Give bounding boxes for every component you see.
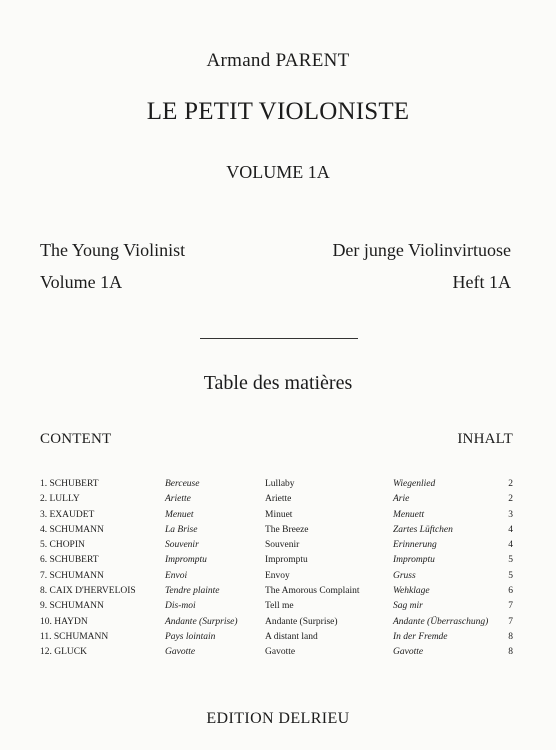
author-name: Armand PARENT (206, 50, 350, 71)
toc-german-title: Arie (393, 494, 410, 505)
toc-german-title: Wehklage (393, 586, 430, 597)
german-title: Der junge Violinvirtuose (332, 240, 511, 260)
toc-german-title: Erinnerung (393, 540, 437, 551)
toc-composer: 4. SCHUMANN (40, 524, 104, 535)
toc-heading: Table des matières (203, 372, 353, 394)
toc-english-title: A distant land (265, 631, 318, 642)
toc-english-title: Impromptu (265, 555, 308, 566)
toc-row (0, 645, 556, 660)
toc-row (0, 538, 556, 553)
toc-page-number: 3 (508, 509, 513, 520)
toc-english-title: The Breeze (265, 524, 309, 535)
toc-french-title: Impromptu (165, 555, 207, 566)
toc-composer: 5. CHOPIN (40, 540, 85, 551)
publisher-name: EDITION DELRIEU (206, 710, 350, 727)
toc-german-title: Zartes Lüftchen (393, 524, 453, 535)
toc-english-title: Envoy (265, 570, 290, 581)
toc-german-title: Andante (Überraschung) (393, 616, 489, 627)
toc-french-title: Envoi (165, 570, 188, 581)
toc-composer: 12. GLUCK (40, 647, 87, 658)
toc-english-title: Minuet (265, 509, 293, 520)
toc-german-title: Gavotte (393, 647, 424, 658)
toc-row (0, 569, 556, 584)
toc-composer: 11. SCHUMANN (40, 631, 109, 642)
toc-composer: 1. SCHUBERT (40, 479, 99, 489)
toc-german-title: In der Fremde (393, 631, 448, 642)
volume-label: VOLUME 1A (226, 162, 330, 182)
toc-page-number: 8 (508, 631, 513, 642)
toc-composer: 6. SCHUBERT (40, 555, 99, 566)
toc-row (0, 584, 556, 599)
toc-english-title: Souvenir (265, 540, 300, 551)
content-column-label: CONTENT (40, 431, 112, 447)
toc-french-title: Souvenir (165, 540, 199, 551)
toc-page-number: 4 (508, 540, 513, 551)
toc-composer: 3. EXAUDET (40, 509, 95, 520)
toc-page-number: 6 (508, 586, 513, 597)
toc-french-title: Menuet (165, 509, 194, 520)
english-volume: Volume 1A (40, 272, 123, 292)
toc-composer: 2. LULLY (40, 494, 80, 505)
toc-composer: 8. CAIX D'HERVELOIS (40, 586, 136, 597)
book-title: LE PETIT VIOLONISTE (146, 98, 410, 125)
toc-composer: 10. HAYDN (40, 616, 88, 627)
toc-english-title: Lullaby (265, 479, 295, 489)
toc-page-number: 7 (508, 616, 513, 627)
toc-german-title: Wiegenlied (393, 479, 436, 489)
toc-page-number: 2 (508, 479, 513, 489)
toc-row (0, 599, 556, 614)
toc-french-title: Gavotte (165, 647, 196, 658)
toc-german-title: Sag mir (393, 601, 423, 612)
toc-page-number: 4 (508, 524, 513, 535)
toc-english-title: The Amorous Complaint (265, 586, 360, 597)
toc-english-title: Gavotte (265, 647, 296, 658)
toc-french-title: La Brise (165, 524, 198, 535)
toc-french-title: Andante (Surprise) (165, 616, 238, 627)
english-title: The Young Violinist (40, 240, 186, 260)
toc-french-title: Ariette (165, 494, 191, 505)
toc-composer: 7. SCHUMANN (40, 570, 104, 581)
toc-german-title: Menuett (393, 509, 425, 520)
toc-german-title: Gruss (393, 570, 416, 581)
toc-row (0, 553, 556, 568)
inhalt-column-label: INHALT (457, 431, 513, 447)
divider-rule (200, 338, 358, 339)
toc-page-number: 5 (508, 570, 513, 581)
toc-row (0, 492, 556, 507)
toc-english-title: Ariette (265, 494, 292, 505)
toc-row (0, 630, 556, 645)
toc-german-title: Impromptu (393, 555, 435, 566)
toc-english-title: Tell me (265, 601, 294, 612)
toc-row (0, 508, 556, 523)
toc-row (0, 615, 556, 630)
toc-english-title: Andante (Surprise) (265, 616, 338, 627)
toc-page-number: 8 (508, 647, 513, 658)
toc-french-title: Pays lointain (165, 631, 216, 642)
toc-row (0, 523, 556, 538)
toc-page-number: 2 (508, 494, 513, 505)
toc-table (0, 477, 556, 661)
toc-page-number: 5 (508, 555, 513, 566)
toc-french-title: Dis-moi (165, 601, 196, 612)
toc-composer: 9. SCHUMANN (40, 601, 104, 612)
german-volume: Heft 1A (452, 272, 511, 292)
toc-page-number: 7 (508, 601, 513, 612)
toc-french-title: Tendre plainte (165, 586, 220, 597)
toc-row (0, 477, 556, 492)
toc-french-title: Berceuse (165, 479, 200, 489)
